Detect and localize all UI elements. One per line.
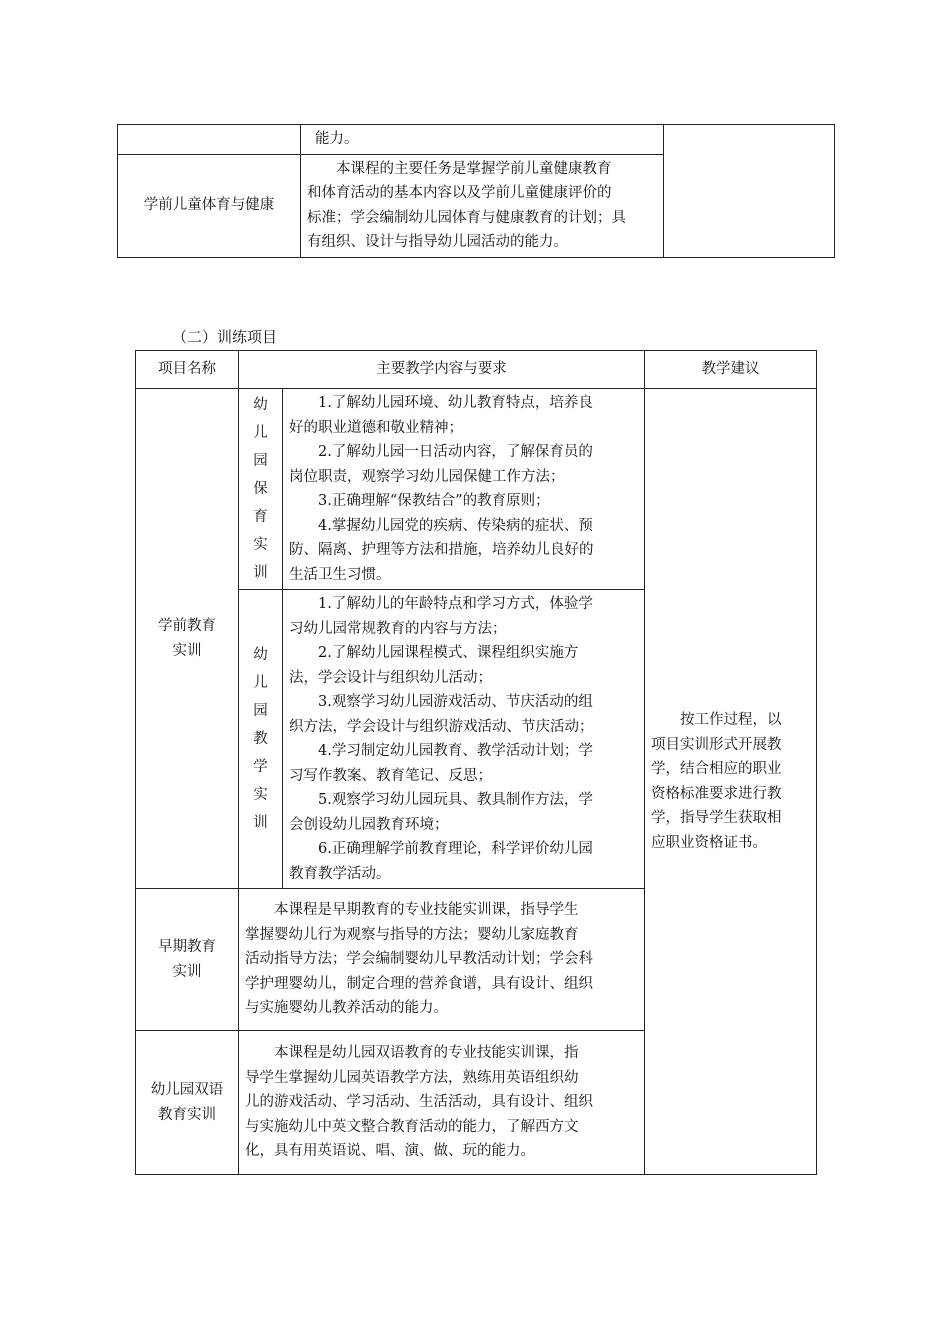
content-line: 能力。 xyxy=(315,131,359,147)
content-line: 本课程是早期教育的专业技能实训课，指导学生 xyxy=(274,902,579,919)
suggestion-line: 学，指导学生获取相 xyxy=(651,810,782,826)
suggestion-line: 按工作过程，以 xyxy=(680,712,782,728)
sub-name-char: 幼 xyxy=(253,647,268,663)
teaching-suggestion-cell xyxy=(645,389,817,1175)
content-line: 法，学会设计与组织幼儿活动； xyxy=(289,669,492,686)
course-table-continued xyxy=(117,124,835,258)
sub-name-char: 训 xyxy=(253,565,268,581)
course-note-cell xyxy=(664,125,835,258)
content-line: 3.正确理解“保教结合”的教育原则； xyxy=(318,493,550,509)
project-content-cell xyxy=(239,1031,645,1175)
content-line: 1.了解幼儿园环境、幼儿教育特点，培养良 xyxy=(318,395,593,411)
sub-name-char: 园 xyxy=(253,703,268,719)
course-name-cell-empty xyxy=(118,125,301,155)
content-line: 生活卫生习惯。 xyxy=(289,566,391,583)
sub-name-char: 训 xyxy=(253,815,268,831)
content-line: 教育教学活动。 xyxy=(289,865,391,882)
content-line: 5.观察学习幼儿园玩具、教具制作方法，学 xyxy=(318,792,593,808)
suggestion-line: 资格标准要求进行教 xyxy=(651,785,782,802)
project-name-cell xyxy=(136,889,239,1031)
content-line: 学护理婴幼儿，制定合理的营养食谱，具有设计、组织 xyxy=(245,975,593,992)
content-line: 与实施婴幼儿教养活动的能力。 xyxy=(245,1000,448,1017)
content-line: 习幼儿园常规教育的内容与方法； xyxy=(289,620,507,637)
content-line: 和体育活动的基本内容以及学前儿童健康评价的 xyxy=(307,185,612,201)
sub-name-char: 实 xyxy=(253,787,268,803)
content-line: 本课程的主要任务是掌握学前儿童健康教育 xyxy=(336,160,612,177)
content-line: 习写作教案、教育笔记、反思； xyxy=(289,767,492,784)
course-content-cell xyxy=(301,125,664,155)
content-line: 好的职业道德和敬业精神； xyxy=(289,419,463,436)
content-line: 会创设幼儿园教育环境； xyxy=(289,816,449,833)
sub-name-char: 幼 xyxy=(253,397,268,413)
content-line: 织方法，学会设计与组织游戏活动、节庆活动； xyxy=(289,718,594,735)
content-line: 2.了解幼儿园课程模式、课程组织实施方 xyxy=(318,645,579,661)
content-line: 6.正确理解学前教育理论，科学评价幼儿园 xyxy=(318,841,593,857)
content-line: 标准；学会编制幼儿园体育与健康教育的计划；具 xyxy=(307,209,626,226)
sub-name-char: 儿 xyxy=(253,675,268,691)
content-line: 掌握婴幼儿行为观察与指导的方法；婴幼儿家庭教育 xyxy=(245,926,579,943)
course-content-cell xyxy=(301,154,664,257)
project-name-line: 幼儿园双语 xyxy=(150,1082,224,1098)
section-heading: （二）训练项目 xyxy=(172,328,278,346)
project-content-cell xyxy=(283,590,645,889)
course-name-cell: 学前儿童体育与健康 xyxy=(118,154,301,257)
content-line: 有组织、设计与指导幼儿园活动的能力。 xyxy=(307,234,568,250)
project-name-cell xyxy=(136,1031,239,1175)
project-name-line: 教育实训 xyxy=(158,1106,216,1123)
sub-name-char: 育 xyxy=(253,509,268,525)
header-main-content: 主要教学内容与要求 xyxy=(239,351,645,389)
sub-name-char: 保 xyxy=(253,481,268,497)
content-line: 3.观察学习幼儿园游戏活动、节庆活动的组 xyxy=(318,694,593,710)
sub-project-name-vertical xyxy=(239,389,283,590)
content-line: 导学生掌握幼儿园英语教学方法，熟练用英语组织幼 xyxy=(245,1069,579,1086)
content-line: 4.学习制定幼儿园教育、教学活动计划；学 xyxy=(318,743,593,759)
project-name-line: 实训 xyxy=(172,642,202,659)
project-name-line: 早期教育 xyxy=(158,939,216,955)
sub-name-char: 实 xyxy=(253,537,268,553)
training-projects-table xyxy=(135,350,817,1175)
suggestion-line: 应职业资格证书。 xyxy=(651,834,767,851)
content-line: 活动指导方法；学会编制婴幼儿早教活动计划；学会科 xyxy=(245,951,593,968)
content-line: 儿的游戏活动、学习活动、生活活动，具有设计、组织 xyxy=(245,1094,593,1111)
header-project-name: 项目名称 xyxy=(136,351,239,389)
project-content-cell xyxy=(283,389,645,590)
content-line: 1.了解幼儿的年龄特点和学习方式，体验学 xyxy=(318,596,593,612)
project-name-cell xyxy=(136,389,239,889)
content-line: 4.掌握幼儿园党的疾病、传染病的症状、预 xyxy=(318,517,593,534)
content-line: 本课程是幼儿园双语教育的专业技能实训课，指 xyxy=(274,1045,579,1062)
sub-name-char: 教 xyxy=(253,731,268,747)
project-content-cell xyxy=(239,889,645,1031)
content-line: 与实施幼儿中英文整合教育活动的能力，了解西方文 xyxy=(245,1118,579,1135)
sub-name-char: 儿 xyxy=(253,425,268,441)
sub-name-char: 园 xyxy=(253,453,268,469)
sub-project-name-vertical xyxy=(239,590,283,889)
content-line: 防、隔离、护理等方法和措施，培养幼儿良好的 xyxy=(289,542,594,558)
content-line: 2.了解幼儿园一日活动内容，了解保育员的 xyxy=(318,444,593,460)
suggestion-line: 项目实训形式开展教 xyxy=(651,736,782,753)
project-name-line: 学前教育 xyxy=(158,618,216,634)
content-line: 岗位职责，观察学习幼儿园保健工作方法； xyxy=(289,468,565,485)
sub-name-char: 学 xyxy=(253,759,268,775)
content-line: 化，具有用英语说、唱、演、做、玩的能力。 xyxy=(245,1143,535,1160)
project-name-line: 实训 xyxy=(172,963,202,980)
header-teaching-suggestion: 教学建议 xyxy=(645,351,817,389)
suggestion-line: 学，结合相应的职业 xyxy=(651,761,782,777)
